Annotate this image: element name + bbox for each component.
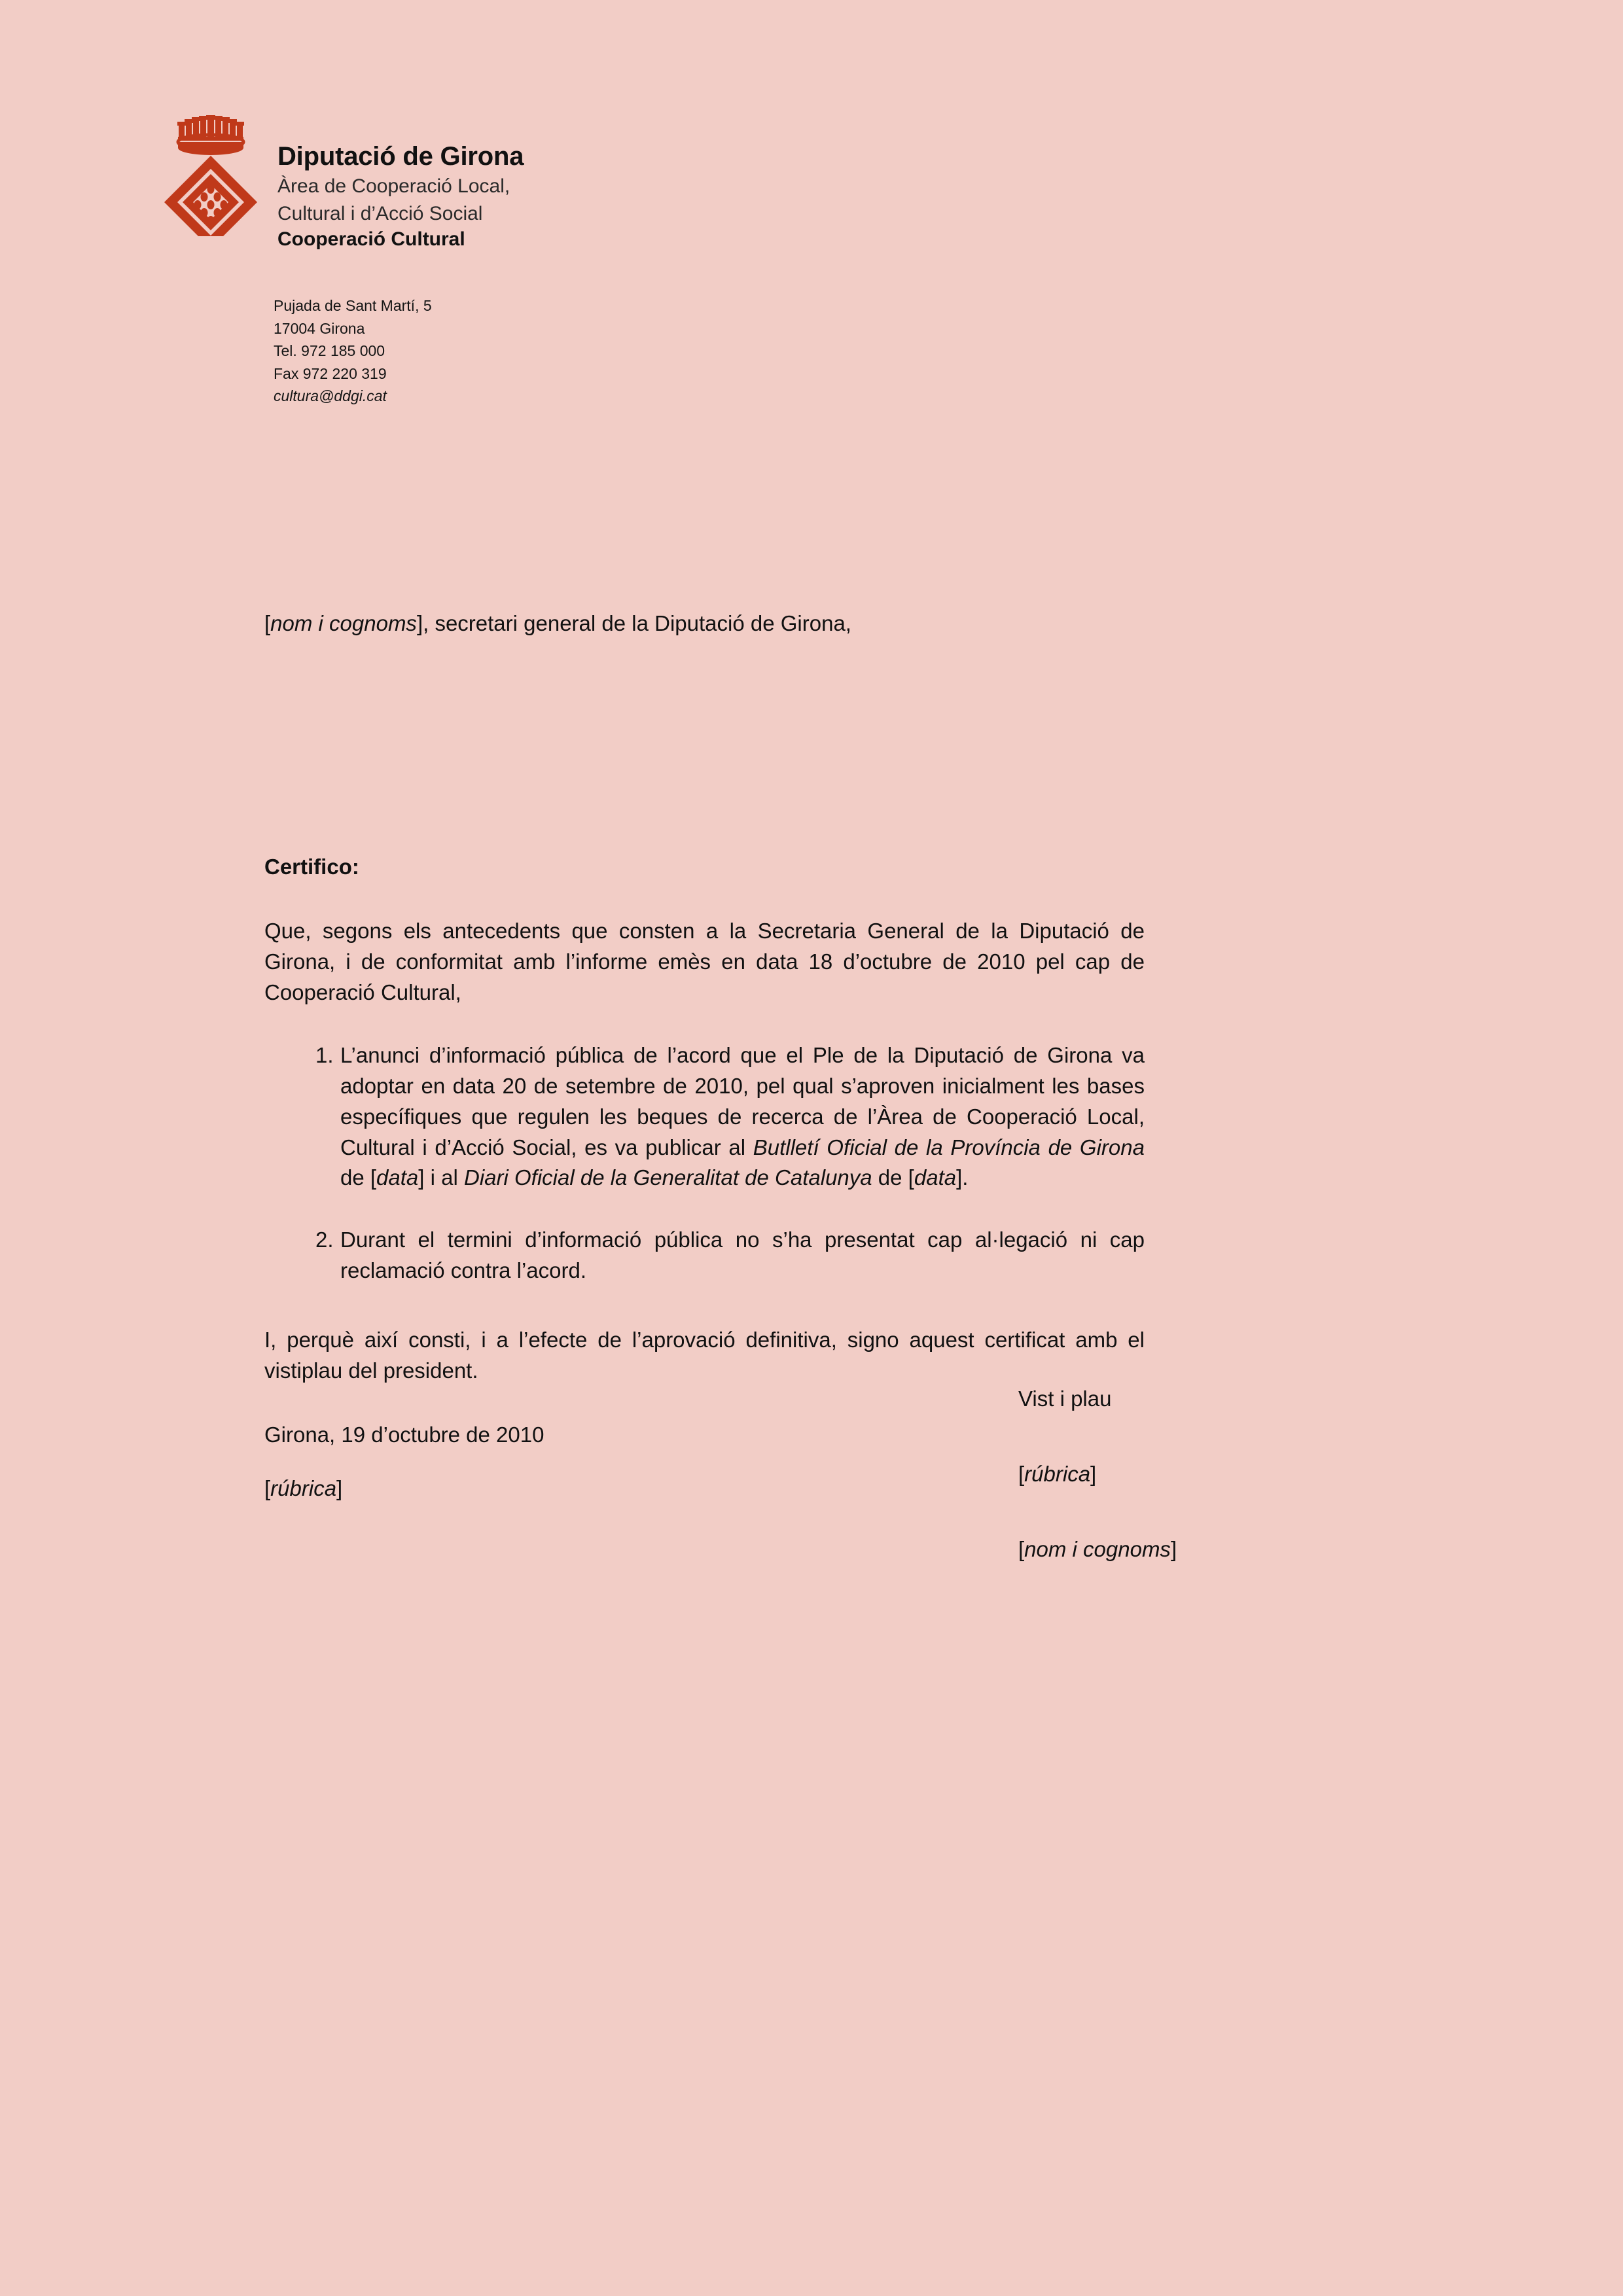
list-item-text-part-2: de [: [340, 1165, 377, 1190]
list-item-marker: 2.: [315, 1227, 334, 1252]
address-postal-city: 17004 Girona: [274, 319, 365, 337]
rubric-left-open-bracket: [: [264, 1476, 271, 1500]
address-fax: Fax 972 220 319: [274, 364, 387, 382]
signatory-name-placeholder: [1018, 1534, 1293, 1565]
date-placeholder-1: data: [376, 1165, 419, 1190]
list-item-text-part-5: ].: [956, 1165, 969, 1190]
certified-points-list: [264, 1040, 1145, 1286]
address-street: Pujada de Sant Martí, 5: [274, 297, 432, 314]
list-item-text: Durant el termini d’informació pública no s’ha presentat cap al·legació ni cap reclamació contra l’acord.: [340, 1227, 1145, 1283]
organization-unit-line-2: Cultural i d’Acció Social: [277, 202, 483, 224]
rubric-right-open-bracket: [: [1018, 1461, 1025, 1486]
rubric-right-close-bracket: ]: [1090, 1461, 1097, 1486]
publication-name-dogc: Diari Oficial de la Generalitat de Catalunya: [463, 1165, 872, 1190]
signature-rubric-left: [264, 1474, 342, 1504]
list-item-text-part-1: L’anunci d’informació pública de l’acord que el Ple de la Diputació de Girona va adoptar en data 20 de setembre de 2010, pel qual s’aproven inicialment les bases específiques que regulen les beques de recerca de l’Àrea de Cooperació Local, Cultural i d’Acció Social, es va publicar al: [340, 1043, 1145, 1159]
organization-unit-line-1: Àrea de Cooperació Local,: [277, 175, 510, 198]
address-phone: Tel. 972 185 000: [274, 342, 385, 359]
certificate-body: [264, 609, 1177, 1561]
vist-i-plau-label: Vist i plau: [1018, 1386, 1112, 1411]
rubric-left-text: rúbrica: [270, 1476, 337, 1500]
organization-department: Cooperació Cultural: [277, 228, 465, 251]
place-and-date-line: Girona, 19 d’octubre de 2010: [264, 1422, 544, 1447]
date-placeholder-2: data: [914, 1165, 957, 1190]
certifico-heading: Certifico:: [264, 855, 359, 879]
letterhead: [161, 110, 524, 252]
list-item: [264, 1225, 1145, 1286]
lead-paragraph: Que, segons els antecedents que consten a la Secretaria General de la Diputació de Girona, i de conformitat amb l’informe emès en data 18 d’octubre de 2010 pel cap de Cooperació Cultural,: [264, 919, 1145, 1004]
publication-name-bop: Butlletí Oficial de la Província de Girona: [753, 1135, 1145, 1159]
list-item: [264, 1040, 1145, 1193]
closing-paragraph: I, perquè així consti, i a l’efecte de l’aprovació definitiva, signo aquest certificat amb el vistiplau del president.: [264, 1328, 1145, 1383]
intro-name-placeholder: nom i cognoms: [270, 611, 417, 635]
address-block: [274, 294, 432, 408]
list-item-marker: 1.: [315, 1043, 334, 1067]
list-item-text-part-4: de [: [872, 1165, 914, 1190]
address-email: cultura@ddgi.cat: [274, 387, 387, 404]
intro-line: [264, 609, 1145, 639]
intro-open-bracket: [: [264, 611, 271, 635]
organization-name: Diputació de Girona: [277, 142, 524, 171]
signatory-open-bracket: [: [1018, 1536, 1025, 1561]
rubric-left-close-bracket: ]: [336, 1476, 343, 1500]
letterhead-text: [277, 110, 524, 252]
approval-signature-block: [1018, 1384, 1293, 1565]
signatory-close-bracket: ]: [1170, 1536, 1177, 1561]
signatory-name-text: nom i cognoms: [1024, 1536, 1171, 1561]
intro-rest: ], secretari general de la Diputació de Girona,: [416, 611, 851, 635]
list-item-text-part-3: ] i al: [418, 1165, 464, 1190]
signature-rubric-right: [1018, 1459, 1293, 1490]
girona-coat-of-arms-icon: [161, 110, 260, 236]
rubric-right-text: rúbrica: [1024, 1461, 1091, 1486]
